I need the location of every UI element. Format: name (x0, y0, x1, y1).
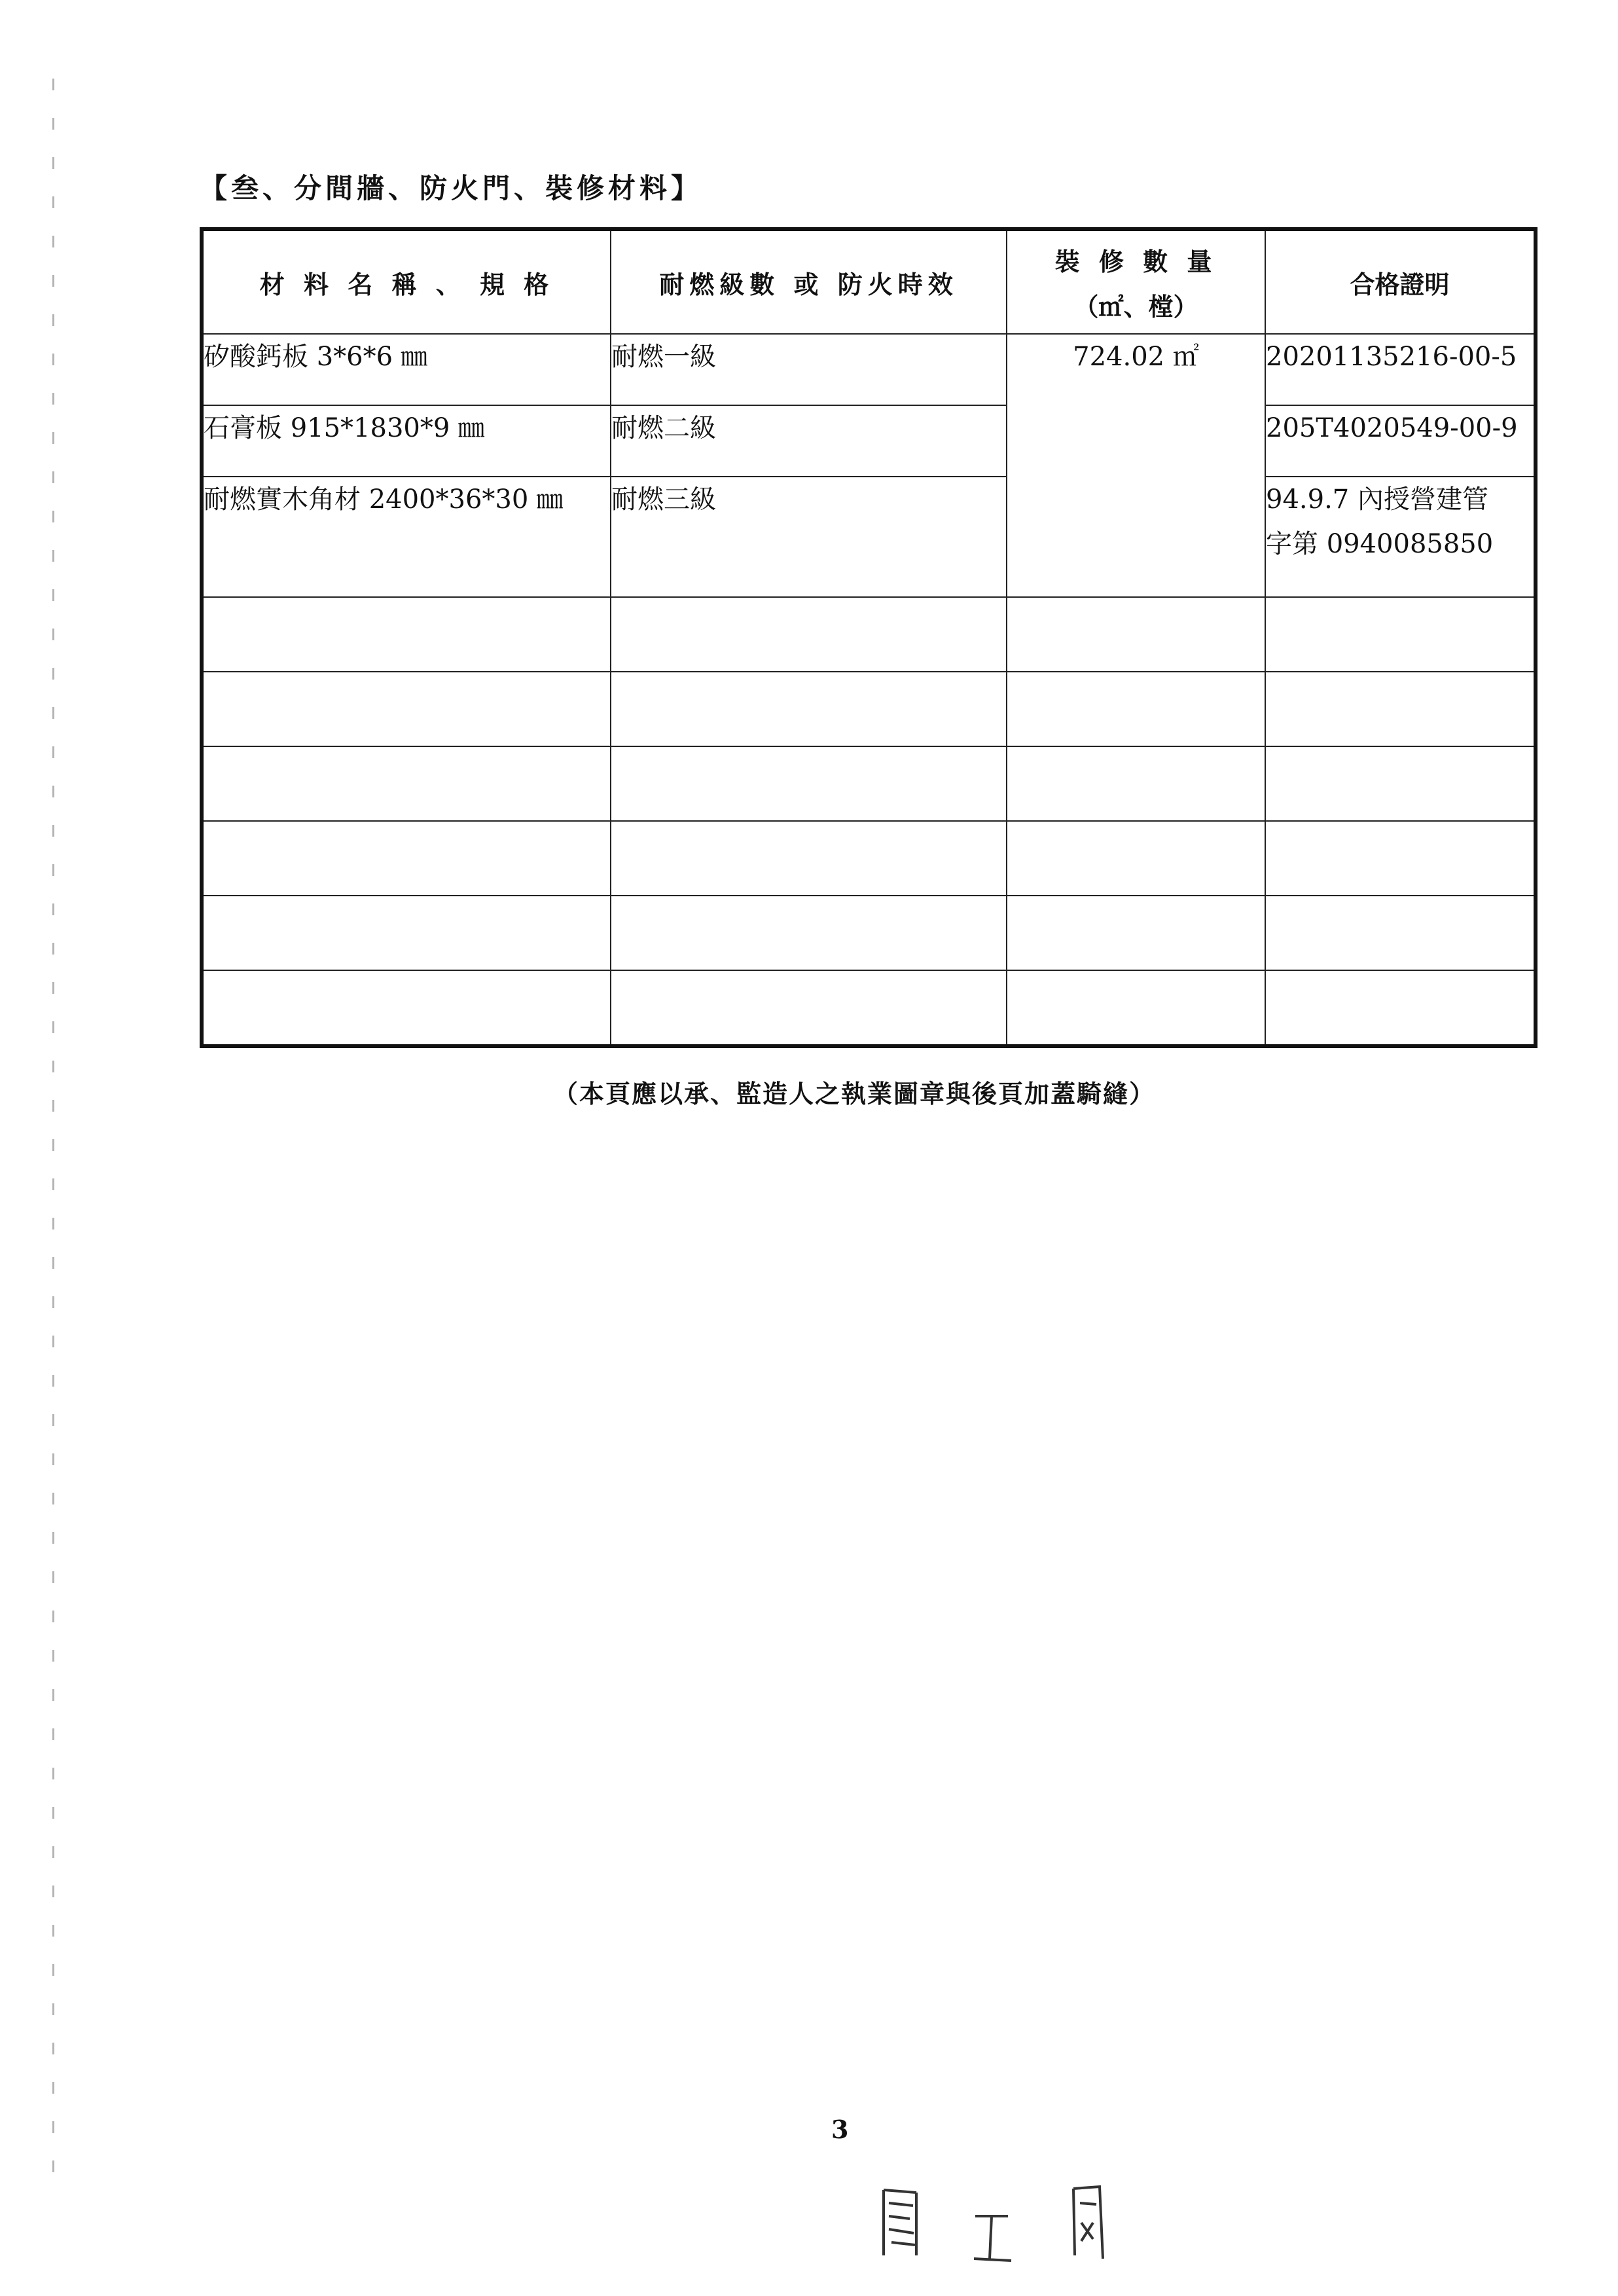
empty-cell (202, 970, 611, 1046)
empty-cell (1007, 821, 1265, 896)
empty-cell (1007, 746, 1265, 821)
empty-cell (1265, 896, 1536, 970)
empty-cell (611, 672, 1007, 746)
section-title: 【叁、分間牆、防火門、裝修材料】 (200, 172, 703, 204)
certificate-cell (1265, 477, 1536, 597)
empty-cell (1265, 821, 1536, 896)
material-name-cell: 石膏板 915*1830*9 ㎜ (202, 405, 611, 477)
page-number: 3 (831, 2115, 849, 2144)
empty-cell (611, 746, 1007, 821)
empty-row (202, 821, 1536, 896)
empty-cell (202, 896, 611, 970)
fire-grade-cell: 耐燃二級 (611, 405, 1007, 477)
empty-cell (202, 746, 611, 821)
empty-row (202, 970, 1536, 1046)
header-certificate: 合格證明 (1265, 229, 1536, 334)
empty-row (202, 896, 1536, 970)
empty-cell (202, 597, 611, 672)
quantity-cell: 724.02 ㎡ (1007, 334, 1265, 597)
header-quantity-line2: （㎡、樘） (1073, 292, 1198, 321)
empty-cell (1265, 746, 1536, 821)
empty-cell (1007, 896, 1265, 970)
empty-cell (1265, 597, 1536, 672)
empty-cell (611, 597, 1007, 672)
empty-row (202, 672, 1536, 746)
header-quantity-line1: 裝 修 數 量 (1054, 247, 1217, 276)
material-name-cell: 耐燃實木角材 2400*36*30 ㎜ (202, 477, 611, 597)
certificate-line1: 94.9.7 內授營建管 (1266, 484, 1488, 515)
empty-cell (611, 821, 1007, 896)
certificate-line2: 字第 0940085850 (1266, 529, 1494, 559)
empty-cell (1007, 970, 1265, 1046)
material-name-cell: 矽酸鈣板 3*6*6 ㎜ (202, 334, 611, 405)
seal-footnote: （本頁應以承、監造人之執業圖章與後頁加蓋騎縫） (553, 1079, 1156, 1108)
header-quantity (1007, 229, 1265, 334)
empty-cell (1265, 970, 1536, 1046)
header-material-name: 材 料 名 稱 、 規 格 (202, 229, 611, 334)
table-row (202, 477, 1536, 597)
materials-table (200, 227, 1537, 1048)
certificate-cell: 20201135216-00-5 (1265, 334, 1536, 405)
empty-cell (1007, 597, 1265, 672)
seal-stamp-mark (877, 2177, 1152, 2269)
empty-cell (611, 970, 1007, 1046)
certificate-cell: 205T4020549-00-9 (1265, 405, 1536, 477)
empty-cell (1007, 672, 1265, 746)
fire-grade-cell: 耐燃三級 (611, 477, 1007, 597)
fire-grade-cell: 耐燃一級 (611, 334, 1007, 405)
empty-row (202, 597, 1536, 672)
table-row (202, 405, 1536, 477)
binding-margin-line (52, 79, 54, 2174)
table-header-row (202, 229, 1536, 334)
empty-cell (1265, 672, 1536, 746)
header-fire-grade: 耐燃級數 或 防火時效 (611, 229, 1007, 334)
table-row (202, 334, 1536, 405)
empty-row (202, 746, 1536, 821)
empty-cell (202, 672, 611, 746)
empty-cell (202, 821, 611, 896)
empty-cell (611, 896, 1007, 970)
